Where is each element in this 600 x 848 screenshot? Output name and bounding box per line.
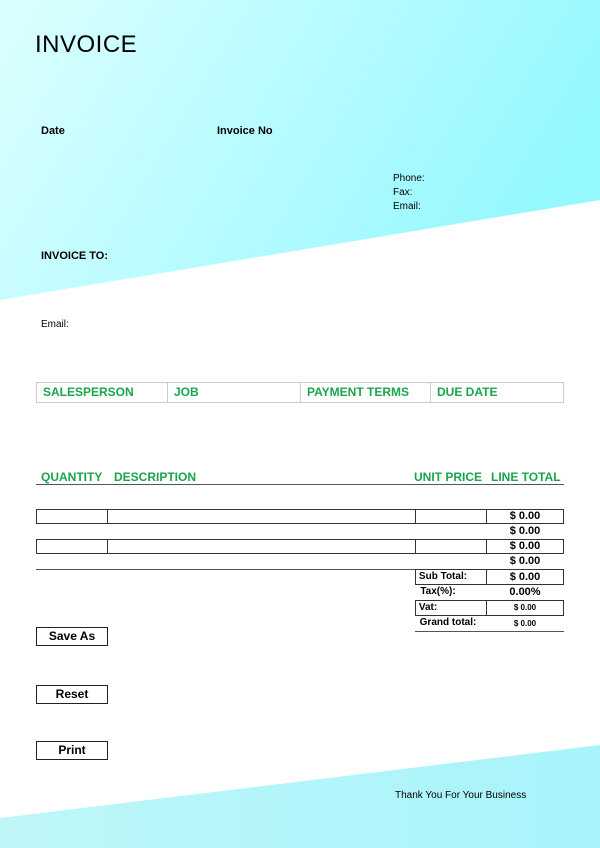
date-label: Date xyxy=(41,125,65,137)
quantity-header: QUANTITY xyxy=(41,470,103,484)
item-2-line-total-value: $ 0.00 xyxy=(509,525,541,537)
item-3-description-field[interactable] xyxy=(107,539,416,554)
payment-terms-header: PAYMENT TERMS xyxy=(301,383,431,402)
job-header: JOB xyxy=(168,383,301,402)
item-1-quantity-field[interactable] xyxy=(36,509,108,524)
client-email-label: Email: xyxy=(41,319,69,330)
footer-thank-you: Thank You For Your Business xyxy=(395,790,527,801)
save-as-button[interactable]: Save As xyxy=(36,627,108,646)
grand-total-underline xyxy=(415,631,564,632)
item-3-unit-price-field[interactable] xyxy=(415,539,487,554)
subtotal-label: Sub Total: xyxy=(418,571,468,582)
tax-label: Tax(%): xyxy=(420,586,456,597)
phone-label: Phone: xyxy=(393,173,425,184)
unit-price-header: UNIT PRICE xyxy=(414,470,483,484)
item-1-line-total-value: $ 0.00 xyxy=(509,510,541,522)
salesperson-header: SALESPERSON xyxy=(37,383,168,402)
item-4-line-total-value: $ 0.00 xyxy=(509,555,541,567)
description-header: DESCRIPTION xyxy=(114,470,197,484)
vat-value: $ 0.00 xyxy=(513,603,537,612)
info-table-header xyxy=(36,382,564,403)
header-underline xyxy=(36,484,564,485)
item-1-unit-price-field[interactable] xyxy=(415,509,487,524)
grand-total-value: $ 0.00 xyxy=(513,619,537,628)
tax-value[interactable]: 0.00% xyxy=(509,586,541,598)
item-3-quantity-field[interactable] xyxy=(36,539,108,554)
item-3-line-total-value: $ 0.00 xyxy=(509,540,541,552)
invoice-no-label: Invoice No xyxy=(217,125,273,137)
subtotal-value: $ 0.00 xyxy=(509,571,541,583)
line-total-header: LINE TOTAL xyxy=(491,470,561,484)
item-1-description-field[interactable] xyxy=(107,509,416,524)
due-date-header: DUE DATE xyxy=(437,385,498,399)
grand-total-label: Grand total: xyxy=(419,617,477,628)
invoice-title: INVOICE xyxy=(35,31,138,58)
vat-label: Vat: xyxy=(418,602,438,613)
email-label-top: Email: xyxy=(393,201,421,212)
reset-button[interactable]: Reset xyxy=(36,685,108,704)
print-button[interactable]: Print xyxy=(36,741,108,760)
invoice-to-label: INVOICE TO: xyxy=(41,250,109,262)
fax-label: Fax: xyxy=(393,187,413,198)
